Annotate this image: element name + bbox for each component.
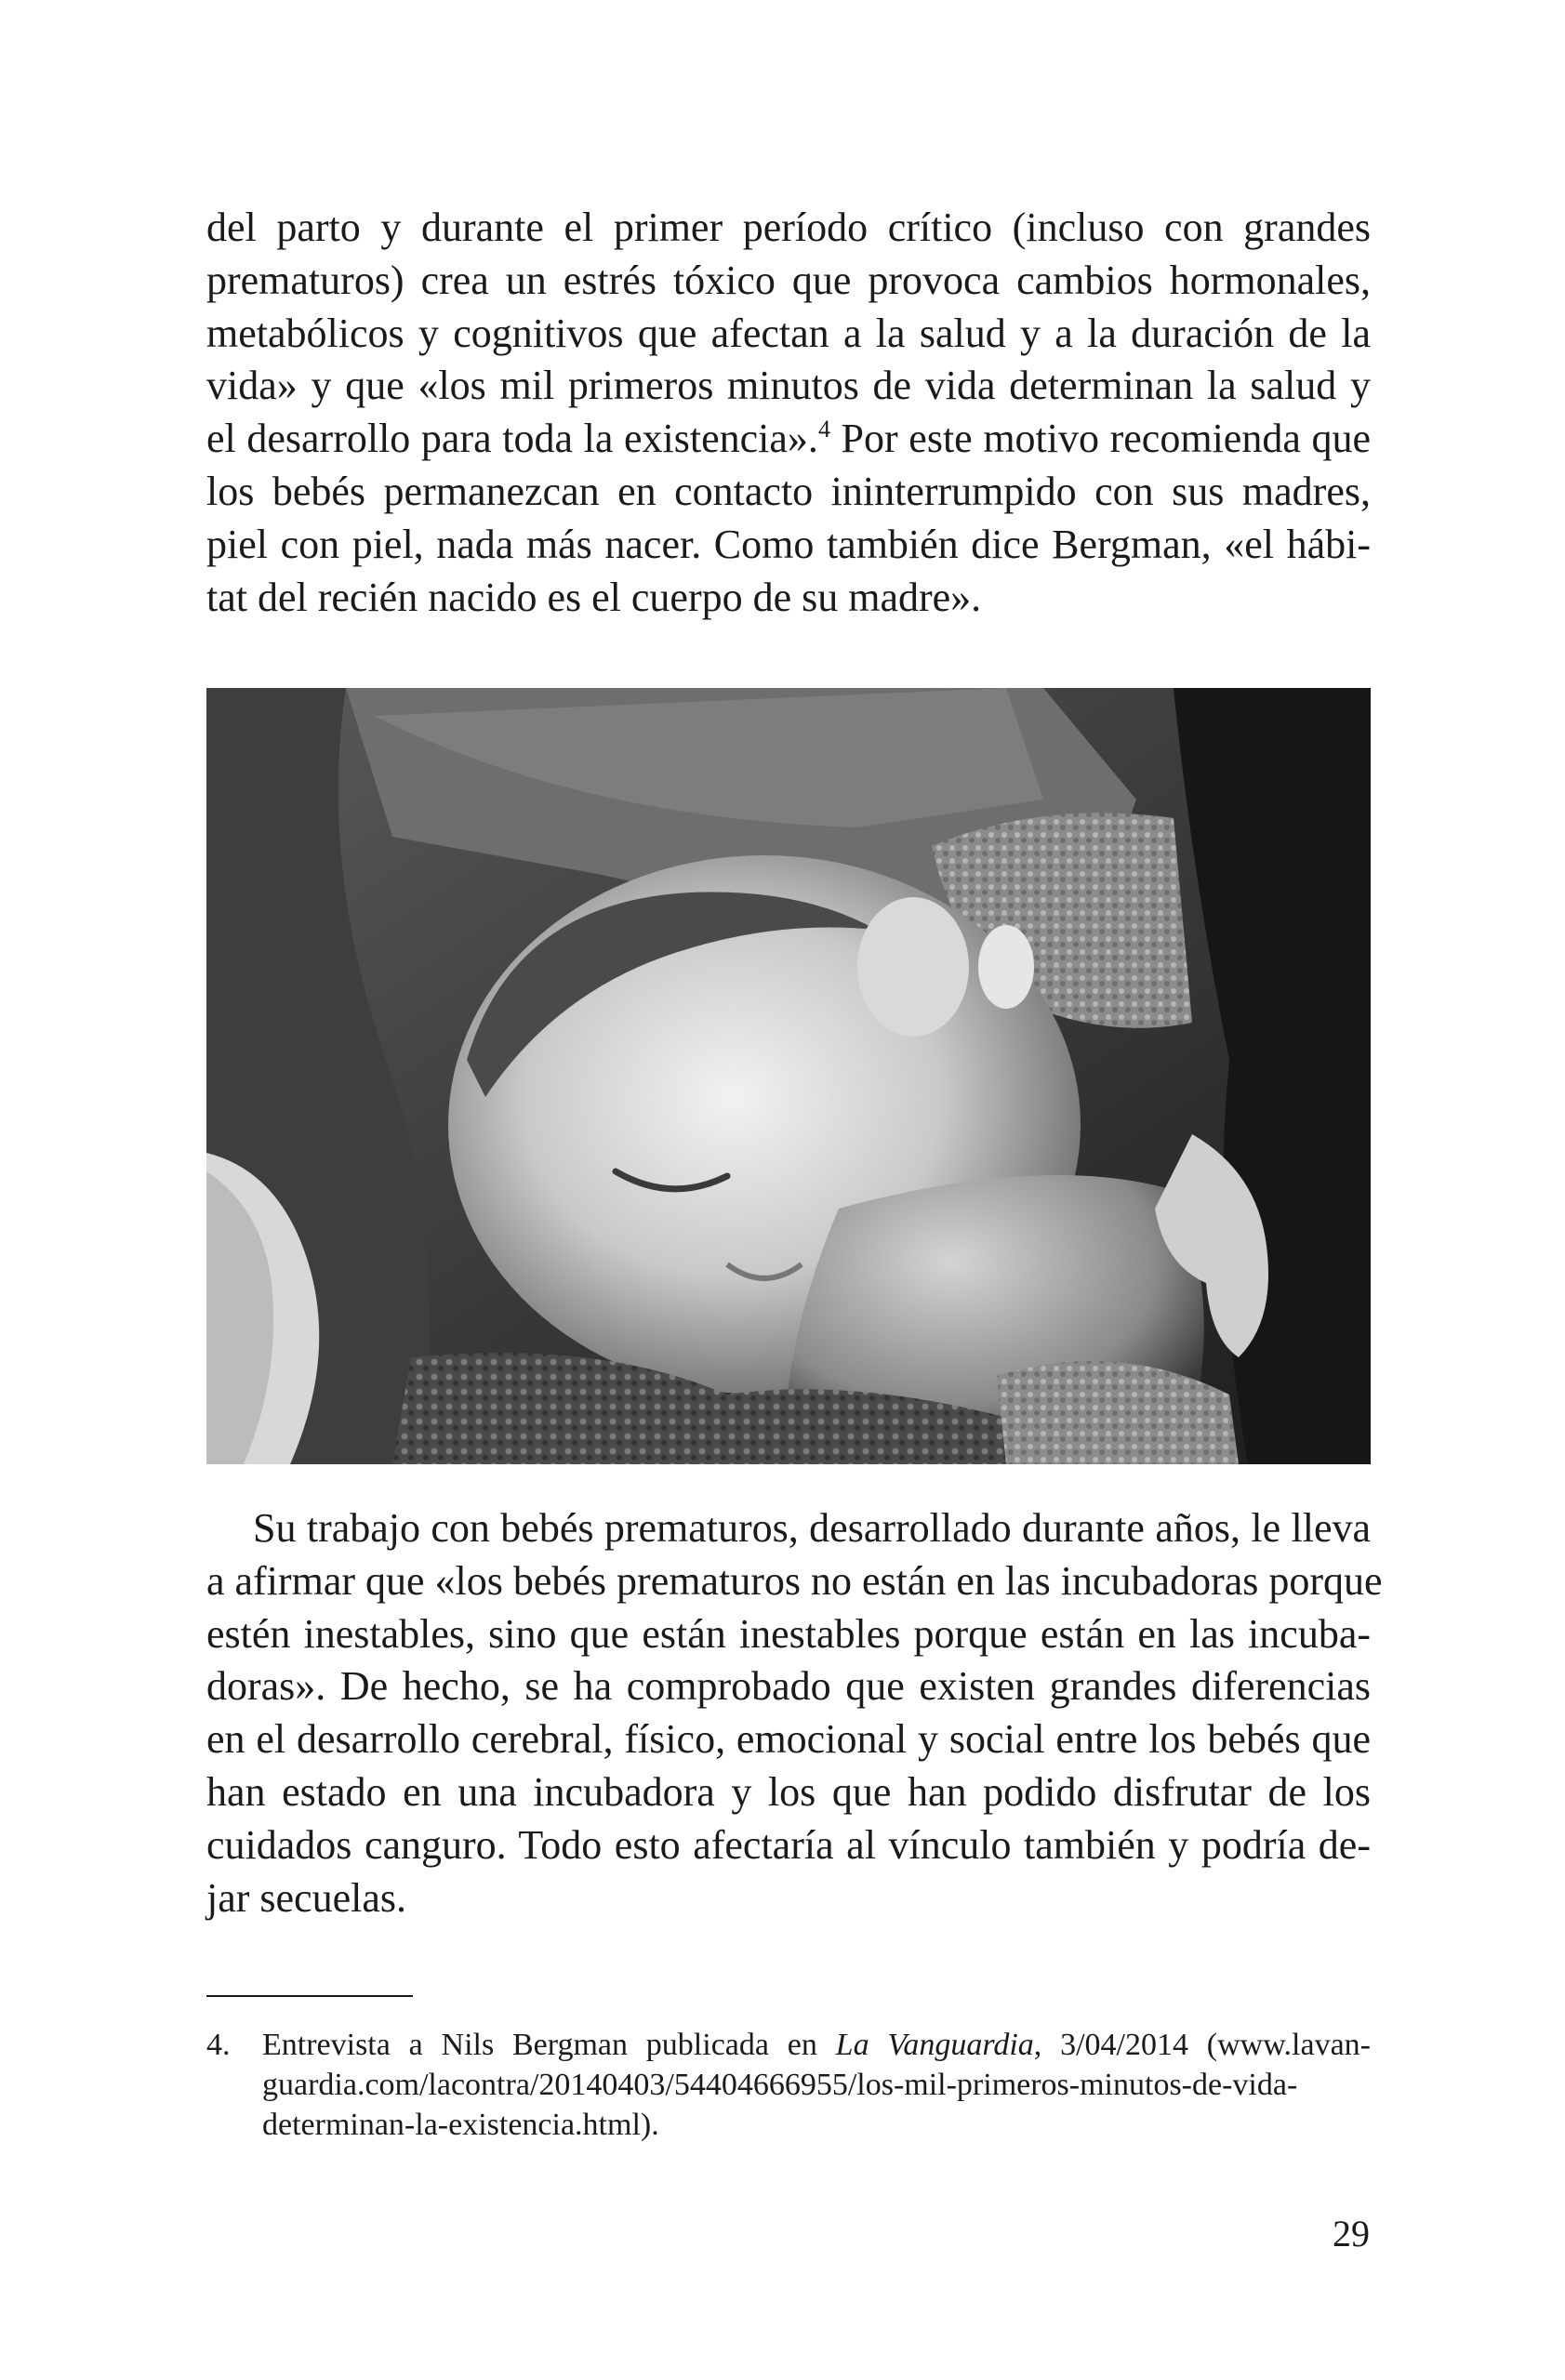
- text-line: han estado en una incubadora y los que han podido disfrutar de los: [206, 1768, 1371, 1815]
- footnote-line: [262, 2025, 1371, 2065]
- text-line: los bebés permanezcan en contacto ininterrumpido con sus madres,: [206, 468, 1371, 514]
- baby-photo-illustration: [206, 688, 1371, 1464]
- baby-photo: [206, 688, 1371, 1464]
- text-line: metabólicos y cognitivos que afectan a la salud y a la duración de la: [206, 310, 1371, 356]
- text-line: jar secuelas.: [206, 1874, 406, 1921]
- footnote-4: [206, 2025, 1371, 2145]
- footnote-url-line[interactable]: guardia.com/lacontra/20140403/54404666955/los-mil-primeros-minutos-de-vida-: [262, 2068, 1298, 2102]
- text-line: en el desarrollo cerebral, físico, emocional y social entre los bebés que: [206, 1716, 1371, 1763]
- footnote-divider: [206, 1995, 413, 1997]
- footnote-reference[interactable]: 4: [817, 416, 830, 443]
- text-line: cuidados canguro. Todo esto afectaría al vínculo también y podría de-: [206, 1821, 1371, 1868]
- text-line: tat del recién nacido es el cuerpo de su madre».: [206, 574, 982, 620]
- text-line: doras». De hecho, se ha comprobado que existen grandes diferencias: [206, 1663, 1371, 1710]
- footnote-number: 4.: [206, 2028, 231, 2062]
- text-line: estén inestables, sino que están inestables porque están en las incuba-: [206, 1610, 1371, 1657]
- text-line-with-footnote-ref: [206, 413, 1371, 466]
- text-fragment: Por este motivo recomienda que: [829, 416, 1371, 462]
- text-line: Su trabajo con bebés prematuros, desarrollado durante años, le lleva: [253, 1505, 1371, 1551]
- text-line: piel con piel, nada más nacer. Como también dice Bergman, «el hábi-: [206, 521, 1371, 567]
- text-line: del parto y durante el primer período crítico (incluso con grandes: [206, 205, 1371, 250]
- bottom-paragraph: [206, 1502, 1383, 1924]
- footnote-text[interactable]: , 3/04/2014 (www.lavan-: [1033, 2028, 1371, 2062]
- top-paragraph: [206, 202, 1371, 624]
- publication-title: La Vanguardia: [835, 2028, 1034, 2062]
- footnote-body: [262, 2025, 1371, 2145]
- text-line: prematuros) crea un estrés tóxico que provoca cambios hormonales,: [206, 257, 1371, 303]
- footnote-url-line[interactable]: determinan-la-existencia.html).: [262, 2108, 659, 2142]
- text-fragment: el desarrollo para toda la existencia».: [206, 416, 818, 462]
- footnote-text: Entrevista a Nils Bergman publicada en: [262, 2028, 836, 2062]
- text-line: vida» y que «los mil primeros minutos de vida determinan la salud y: [206, 363, 1371, 409]
- page-number: 29: [1333, 2213, 1370, 2254]
- text-line: a afirmar que «los bebés prematuros no están en las incubadoras porque: [206, 1557, 1383, 1604]
